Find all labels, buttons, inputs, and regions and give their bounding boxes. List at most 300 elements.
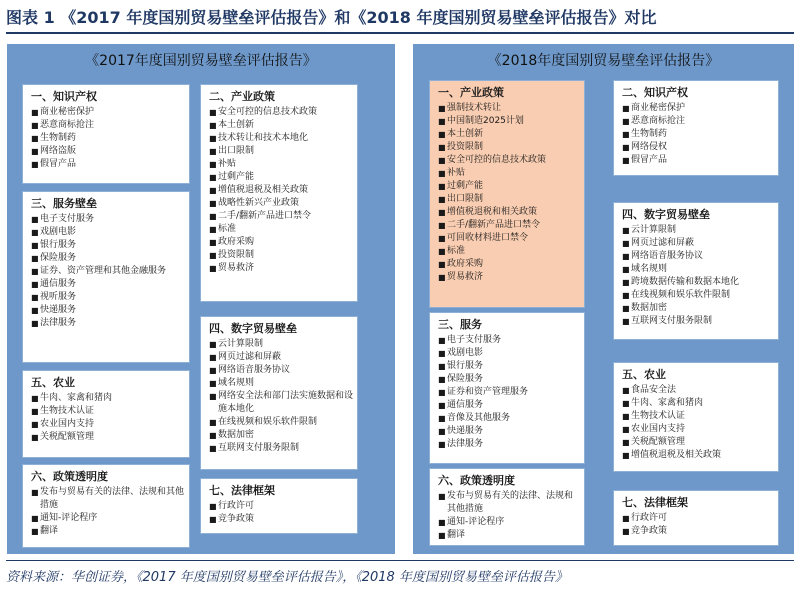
square-bullet-icon: ■ xyxy=(622,291,630,300)
list-item xyxy=(31,106,185,119)
list-item-text: 假冒产品 xyxy=(40,159,77,169)
list-item-text: 关税配额管理 xyxy=(631,437,686,447)
list-item-text: 二手/翻新产品进口禁令 xyxy=(447,220,541,230)
square-bullet-icon: ■ xyxy=(209,340,217,349)
list-item-text: 贸易救济 xyxy=(447,272,484,282)
list-item xyxy=(31,512,185,525)
list-item-text: 翻译 xyxy=(447,530,466,540)
square-bullet-icon: ■ xyxy=(438,440,446,449)
square-bullet-icon: ■ xyxy=(31,306,39,315)
square-bullet-icon: ■ xyxy=(622,451,630,460)
square-bullet-icon: ■ xyxy=(438,156,446,165)
box-2017-industrial-policy xyxy=(200,84,358,302)
list-item-text: 生物制药 xyxy=(40,133,77,143)
list-item xyxy=(31,418,185,431)
list-item xyxy=(209,145,353,158)
square-bullet-icon: ■ xyxy=(209,431,217,440)
panel-2018-title: 《2018年度国别贸易壁垒评估报告》 xyxy=(487,53,720,69)
list-item xyxy=(438,438,580,451)
list-item-text: 政府采购 xyxy=(447,259,484,269)
list-item-text: 投资限制 xyxy=(218,250,255,260)
list-item-text: 云计算限制 xyxy=(218,339,264,349)
list-item xyxy=(31,291,185,304)
list-item-text: 出口限制 xyxy=(218,146,255,156)
list-item xyxy=(209,416,353,429)
list-item-text: 竞争政策 xyxy=(631,526,668,536)
list-item-text: 恶意商标抢注 xyxy=(631,116,686,126)
square-bullet-icon: ■ xyxy=(209,186,217,195)
list-item-text: 保险服务 xyxy=(447,374,484,384)
list-item xyxy=(622,410,774,423)
box-title: 一、产业政策 xyxy=(438,86,504,99)
list-item xyxy=(438,425,580,438)
list-item-text: 网页过滤和屏蔽 xyxy=(631,238,695,248)
list-item-text: 行政许可 xyxy=(631,513,668,523)
list-item xyxy=(209,158,353,171)
list-item xyxy=(622,397,774,410)
list-item-text: 生物技术认证 xyxy=(40,406,95,416)
list-item-text: 生物技术认证 xyxy=(631,411,686,421)
list-item-text: 戏剧电影 xyxy=(40,227,77,237)
square-bullet-icon: ■ xyxy=(209,199,217,208)
list-item-text: 行政许可 xyxy=(218,501,255,511)
list-item xyxy=(622,263,774,276)
list-item xyxy=(438,115,580,128)
list-item xyxy=(209,262,353,275)
list-item-text: 网络安全法和部门法实施数据和设施本地化 xyxy=(218,391,354,414)
square-bullet-icon: ■ xyxy=(622,317,630,326)
square-bullet-icon: ■ xyxy=(622,265,630,274)
square-bullet-icon: ■ xyxy=(31,527,39,536)
box-title: 六、政策透明度 xyxy=(31,470,108,483)
list-item-text: 贸易救济 xyxy=(218,263,255,273)
list-item-text: 域名规则 xyxy=(631,264,668,274)
square-bullet-icon: ■ xyxy=(209,212,217,221)
square-bullet-icon: ■ xyxy=(438,221,446,230)
box-2017-transparency xyxy=(22,464,190,548)
list-item xyxy=(209,390,353,416)
list-item-text: 在线视频和娱乐软件限制 xyxy=(218,417,318,427)
square-bullet-icon: ■ xyxy=(438,273,446,282)
list-item xyxy=(622,128,774,141)
list-item xyxy=(31,145,185,158)
list-item-text: 数据加密 xyxy=(218,430,255,440)
square-bullet-icon: ■ xyxy=(438,414,446,423)
box-title: 四、数字贸易壁垒 xyxy=(209,322,297,335)
list-item-text: 快递服务 xyxy=(447,426,484,436)
list-item xyxy=(438,102,580,115)
list-item-text: 发布与贸易有关的法律、法规和其他措施 xyxy=(40,487,185,510)
list-item-text: 法律服务 xyxy=(447,439,484,449)
list-item xyxy=(209,429,353,442)
square-bullet-icon: ■ xyxy=(209,502,217,511)
list-item xyxy=(438,258,580,271)
square-bullet-icon: ■ xyxy=(622,412,630,421)
square-bullet-icon: ■ xyxy=(209,225,217,234)
square-bullet-icon: ■ xyxy=(438,130,446,139)
list-item xyxy=(209,132,353,145)
list-item-text: 技术转让和技术本地化 xyxy=(218,133,309,143)
square-bullet-icon: ■ xyxy=(209,418,217,427)
box-title: 七、法律框架 xyxy=(622,496,688,509)
list-item xyxy=(209,223,353,236)
list-item xyxy=(622,250,774,263)
square-bullet-icon: ■ xyxy=(438,208,446,217)
list-item-text: 牛肉、家禽和猪肉 xyxy=(40,393,113,403)
list-item-text: 关税配额管理 xyxy=(40,432,95,442)
list-item xyxy=(438,386,580,399)
square-bullet-icon: ■ xyxy=(31,394,39,403)
list-item xyxy=(209,249,353,262)
square-bullet-icon: ■ xyxy=(209,379,217,388)
list-item-text: 中国制造2025计划 xyxy=(447,116,524,126)
list-item xyxy=(438,490,580,516)
list-item-text: 网页过滤和屏蔽 xyxy=(218,352,282,362)
list-item-text: 云计算限制 xyxy=(631,225,677,235)
list-item-text: 商业秘密保护 xyxy=(40,107,95,117)
square-bullet-icon: ■ xyxy=(209,134,217,143)
square-bullet-icon: ■ xyxy=(622,514,630,523)
box-title: 三、服务壁垒 xyxy=(31,197,97,210)
square-bullet-icon: ■ xyxy=(31,488,39,497)
list-item-text: 过剩产能 xyxy=(447,181,484,191)
list-item xyxy=(209,513,353,526)
square-bullet-icon: ■ xyxy=(622,130,630,139)
list-item xyxy=(209,351,353,364)
list-item-text: 增值税退税和相关政策 xyxy=(447,207,538,217)
list-item xyxy=(438,141,580,154)
list-item xyxy=(31,265,185,278)
box-2018-services xyxy=(429,312,585,464)
list-item xyxy=(209,171,353,184)
square-bullet-icon: ■ xyxy=(31,160,39,169)
square-bullet-icon: ■ xyxy=(31,215,39,224)
square-bullet-icon: ■ xyxy=(622,304,630,313)
list-item xyxy=(209,442,353,455)
list-item-text: 发布与贸易有关的法律、法规和其他措施 xyxy=(447,491,574,514)
list-item-text: 证券、资产管理和其他金融服务 xyxy=(40,266,167,276)
list-item xyxy=(209,106,353,119)
panel-2018 xyxy=(413,44,794,554)
list-item xyxy=(31,392,185,405)
list-item xyxy=(31,158,185,171)
square-bullet-icon: ■ xyxy=(31,108,39,117)
list-item-text: 政府采购 xyxy=(218,237,255,247)
list-item xyxy=(622,289,774,302)
square-bullet-icon: ■ xyxy=(622,438,630,447)
list-item xyxy=(622,224,774,237)
box-2017-agriculture xyxy=(22,370,190,458)
square-bullet-icon: ■ xyxy=(622,425,630,434)
list-item xyxy=(622,525,774,538)
list-item-text: 通信服务 xyxy=(40,279,77,289)
square-bullet-icon: ■ xyxy=(438,260,446,269)
box-2018-legal-framework xyxy=(613,490,779,546)
list-item-text: 网络语音服务协议 xyxy=(631,251,704,261)
list-item-text: 生物制药 xyxy=(631,129,668,139)
list-item-text: 农业国内支持 xyxy=(40,419,95,429)
square-bullet-icon: ■ xyxy=(31,433,39,442)
list-item xyxy=(31,317,185,330)
square-bullet-icon: ■ xyxy=(31,254,39,263)
square-bullet-icon: ■ xyxy=(438,401,446,410)
list-item-text: 法律服务 xyxy=(40,318,77,328)
list-item-text: 数据加密 xyxy=(631,303,668,313)
list-item-text: 补贴 xyxy=(447,168,466,178)
list-item xyxy=(31,304,185,317)
list-item-text: 银行服务 xyxy=(447,361,484,371)
box-title: 二、知识产权 xyxy=(622,86,688,99)
square-bullet-icon: ■ xyxy=(209,108,217,117)
list-item-text: 强制技术转让 xyxy=(447,103,502,113)
square-bullet-icon: ■ xyxy=(622,386,630,395)
list-item xyxy=(31,525,185,538)
list-item-text: 翻译 xyxy=(40,526,59,536)
square-bullet-icon: ■ xyxy=(31,147,39,156)
list-item xyxy=(438,167,580,180)
list-item-text: 通信服务 xyxy=(447,400,484,410)
box-title: 三、服务 xyxy=(438,318,482,331)
square-bullet-icon: ■ xyxy=(622,252,630,261)
list-item-text: 安全可控的信息技术政策 xyxy=(218,107,318,117)
square-bullet-icon: ■ xyxy=(438,182,446,191)
list-item-text: 标准 xyxy=(218,224,237,234)
box-2017-digital-trade xyxy=(200,316,358,470)
list-item-text: 互联网支付服务限制 xyxy=(218,443,300,453)
list-item xyxy=(31,213,185,226)
box-title: 五、农业 xyxy=(622,368,666,381)
list-item-text: 在线视频和娱乐软件限制 xyxy=(631,290,731,300)
square-bullet-icon: ■ xyxy=(438,336,446,345)
box-title: 二、产业政策 xyxy=(209,90,275,103)
list-item-text: 戏剧电影 xyxy=(447,348,484,358)
square-bullet-icon: ■ xyxy=(622,527,630,536)
list-item xyxy=(622,512,774,525)
list-item xyxy=(31,119,185,132)
list-item xyxy=(438,334,580,347)
list-item xyxy=(438,271,580,284)
list-item xyxy=(438,245,580,258)
list-item-text: 本土创新 xyxy=(447,129,484,139)
square-bullet-icon: ■ xyxy=(209,515,217,524)
list-item-text: 通知-评论程序 xyxy=(40,513,98,523)
list-item-text: 农业国内支持 xyxy=(631,424,686,434)
box-2017-services xyxy=(22,191,190,363)
square-bullet-icon: ■ xyxy=(31,407,39,416)
list-item-text: 通知-评论程序 xyxy=(447,517,505,527)
list-item xyxy=(209,364,353,377)
square-bullet-icon: ■ xyxy=(438,349,446,358)
list-item-text: 银行服务 xyxy=(40,240,77,250)
list-item xyxy=(31,486,185,512)
square-bullet-icon: ■ xyxy=(31,228,39,237)
list-item xyxy=(622,449,774,462)
square-bullet-icon: ■ xyxy=(31,241,39,250)
square-bullet-icon: ■ xyxy=(209,160,217,169)
list-item xyxy=(31,132,185,145)
list-item-text: 恶意商标抢注 xyxy=(40,120,95,130)
list-item-text: 快递服务 xyxy=(40,305,77,315)
square-bullet-icon: ■ xyxy=(31,134,39,143)
square-bullet-icon: ■ xyxy=(438,234,446,243)
list-item xyxy=(622,302,774,315)
square-bullet-icon: ■ xyxy=(31,280,39,289)
list-item-text: 食品安全法 xyxy=(631,385,677,395)
list-item-text: 视听服务 xyxy=(40,292,77,302)
box-title: 七、法律框架 xyxy=(209,484,275,497)
list-item-text: 增值税退税及相关政策 xyxy=(631,450,722,460)
list-item-text: 牛肉、家禽和猪肉 xyxy=(631,398,704,408)
list-item-text: 可回收材料进口禁令 xyxy=(447,233,529,243)
list-item-text: 假冒产品 xyxy=(631,155,668,165)
list-item-text: 网络侵权 xyxy=(631,142,668,152)
list-item xyxy=(438,360,580,373)
list-item xyxy=(622,154,774,167)
square-bullet-icon: ■ xyxy=(209,353,217,362)
list-item xyxy=(438,412,580,425)
list-item xyxy=(31,226,185,239)
list-item xyxy=(31,252,185,265)
list-item xyxy=(622,423,774,436)
square-bullet-icon: ■ xyxy=(209,264,217,273)
panel-2017 xyxy=(7,44,395,554)
list-item-text: 互联网支付服务限制 xyxy=(631,316,713,326)
square-bullet-icon: ■ xyxy=(438,169,446,178)
square-bullet-icon: ■ xyxy=(209,251,217,260)
list-item-text: 补贴 xyxy=(218,159,237,169)
list-item xyxy=(209,184,353,197)
list-item-text: 标准 xyxy=(447,246,466,256)
list-item xyxy=(209,236,353,249)
list-item xyxy=(438,219,580,232)
square-bullet-icon: ■ xyxy=(209,147,217,156)
list-item-text: 电子支付服务 xyxy=(447,335,502,345)
square-bullet-icon: ■ xyxy=(209,238,217,247)
square-bullet-icon: ■ xyxy=(438,104,446,113)
list-item-text: 投资限制 xyxy=(447,142,484,152)
list-item xyxy=(438,193,580,206)
list-item-text: 出口限制 xyxy=(447,194,484,204)
list-item xyxy=(622,436,774,449)
square-bullet-icon: ■ xyxy=(209,173,217,182)
box-2018-agriculture xyxy=(613,362,779,472)
square-bullet-icon: ■ xyxy=(31,293,39,302)
box-2018-intellectual-property xyxy=(613,80,779,176)
square-bullet-icon: ■ xyxy=(31,514,39,523)
list-item-text: 域名规则 xyxy=(218,378,255,388)
list-item xyxy=(622,315,774,328)
list-item-text: 跨境数据传输和数据本地化 xyxy=(631,277,740,287)
list-item-text: 电子支付服务 xyxy=(40,214,95,224)
list-item xyxy=(622,276,774,289)
list-item xyxy=(209,197,353,210)
list-item xyxy=(622,141,774,154)
panel-2017-title: 《2017年度国别贸易壁垒评估报告》 xyxy=(85,53,317,69)
list-item xyxy=(31,431,185,444)
square-bullet-icon: ■ xyxy=(438,362,446,371)
list-item xyxy=(31,278,185,291)
square-bullet-icon: ■ xyxy=(438,195,446,204)
square-bullet-icon: ■ xyxy=(438,518,446,527)
list-item-text: 二手/翻新产品进口禁令 xyxy=(218,211,312,221)
box-2018-digital-trade xyxy=(613,202,779,340)
box-title: 一、知识产权 xyxy=(31,90,97,103)
list-item xyxy=(438,180,580,193)
square-bullet-icon: ■ xyxy=(438,247,446,256)
square-bullet-icon: ■ xyxy=(209,366,217,375)
box-title: 四、数字贸易壁垒 xyxy=(622,208,710,221)
list-item-text: 战略性新兴产业政策 xyxy=(218,198,300,208)
figure-title: 图表 1 《2017 年度国别贸易壁垒评估报告》和《2018 年度国别贸易壁垒评估报告》对比 xyxy=(6,8,657,27)
list-item xyxy=(209,338,353,351)
list-item xyxy=(622,237,774,250)
list-item-text: 证券和资产管理服务 xyxy=(447,387,529,397)
list-item xyxy=(438,232,580,245)
box-title: 五、农业 xyxy=(31,376,75,389)
square-bullet-icon: ■ xyxy=(31,121,39,130)
list-item-text: 音像及其他服务 xyxy=(447,413,511,423)
square-bullet-icon: ■ xyxy=(209,392,217,401)
footer-divider xyxy=(6,560,794,561)
list-item xyxy=(31,239,185,252)
square-bullet-icon: ■ xyxy=(438,492,446,501)
list-item-text: 增值税退税及相关政策 xyxy=(218,185,309,195)
box-2017-intellectual-property xyxy=(22,84,190,184)
list-item-text: 网络盗版 xyxy=(40,146,77,156)
source-note: 资料来源：华创证券，《2017 年度国别贸易壁垒评估报告》，《2018 年度国别贸易壁垒评估报告》 xyxy=(6,570,568,585)
list-item xyxy=(209,210,353,223)
title-divider xyxy=(6,32,794,34)
list-item-text: 商业秘密保护 xyxy=(631,103,686,113)
square-bullet-icon: ■ xyxy=(31,319,39,328)
list-item xyxy=(438,399,580,412)
box-2018-industrial-policy xyxy=(429,80,585,308)
square-bullet-icon: ■ xyxy=(31,420,39,429)
list-item-text: 安全可控的信息技术政策 xyxy=(447,155,547,165)
square-bullet-icon: ■ xyxy=(622,399,630,408)
list-item-text: 保险服务 xyxy=(40,253,77,263)
list-item xyxy=(622,115,774,128)
square-bullet-icon: ■ xyxy=(438,143,446,152)
list-item xyxy=(31,405,185,418)
list-item xyxy=(622,102,774,115)
square-bullet-icon: ■ xyxy=(31,267,39,276)
list-item xyxy=(438,154,580,167)
square-bullet-icon: ■ xyxy=(209,444,217,453)
list-item xyxy=(209,119,353,132)
square-bullet-icon: ■ xyxy=(438,117,446,126)
box-2017-legal-framework xyxy=(200,478,358,534)
square-bullet-icon: ■ xyxy=(438,427,446,436)
square-bullet-icon: ■ xyxy=(622,143,630,152)
list-item xyxy=(438,347,580,360)
square-bullet-icon: ■ xyxy=(622,278,630,287)
list-item-text: 竞争政策 xyxy=(218,514,255,524)
square-bullet-icon: ■ xyxy=(622,226,630,235)
list-item xyxy=(209,377,353,390)
square-bullet-icon: ■ xyxy=(622,117,630,126)
list-item-text: 过剩产能 xyxy=(218,172,255,182)
list-item xyxy=(438,128,580,141)
square-bullet-icon: ■ xyxy=(622,104,630,113)
square-bullet-icon: ■ xyxy=(438,531,446,540)
list-item xyxy=(438,373,580,386)
list-item xyxy=(438,529,580,542)
box-2018-transparency xyxy=(429,468,585,546)
list-item xyxy=(438,206,580,219)
list-item xyxy=(438,516,580,529)
list-item-text: 本土创新 xyxy=(218,120,255,130)
